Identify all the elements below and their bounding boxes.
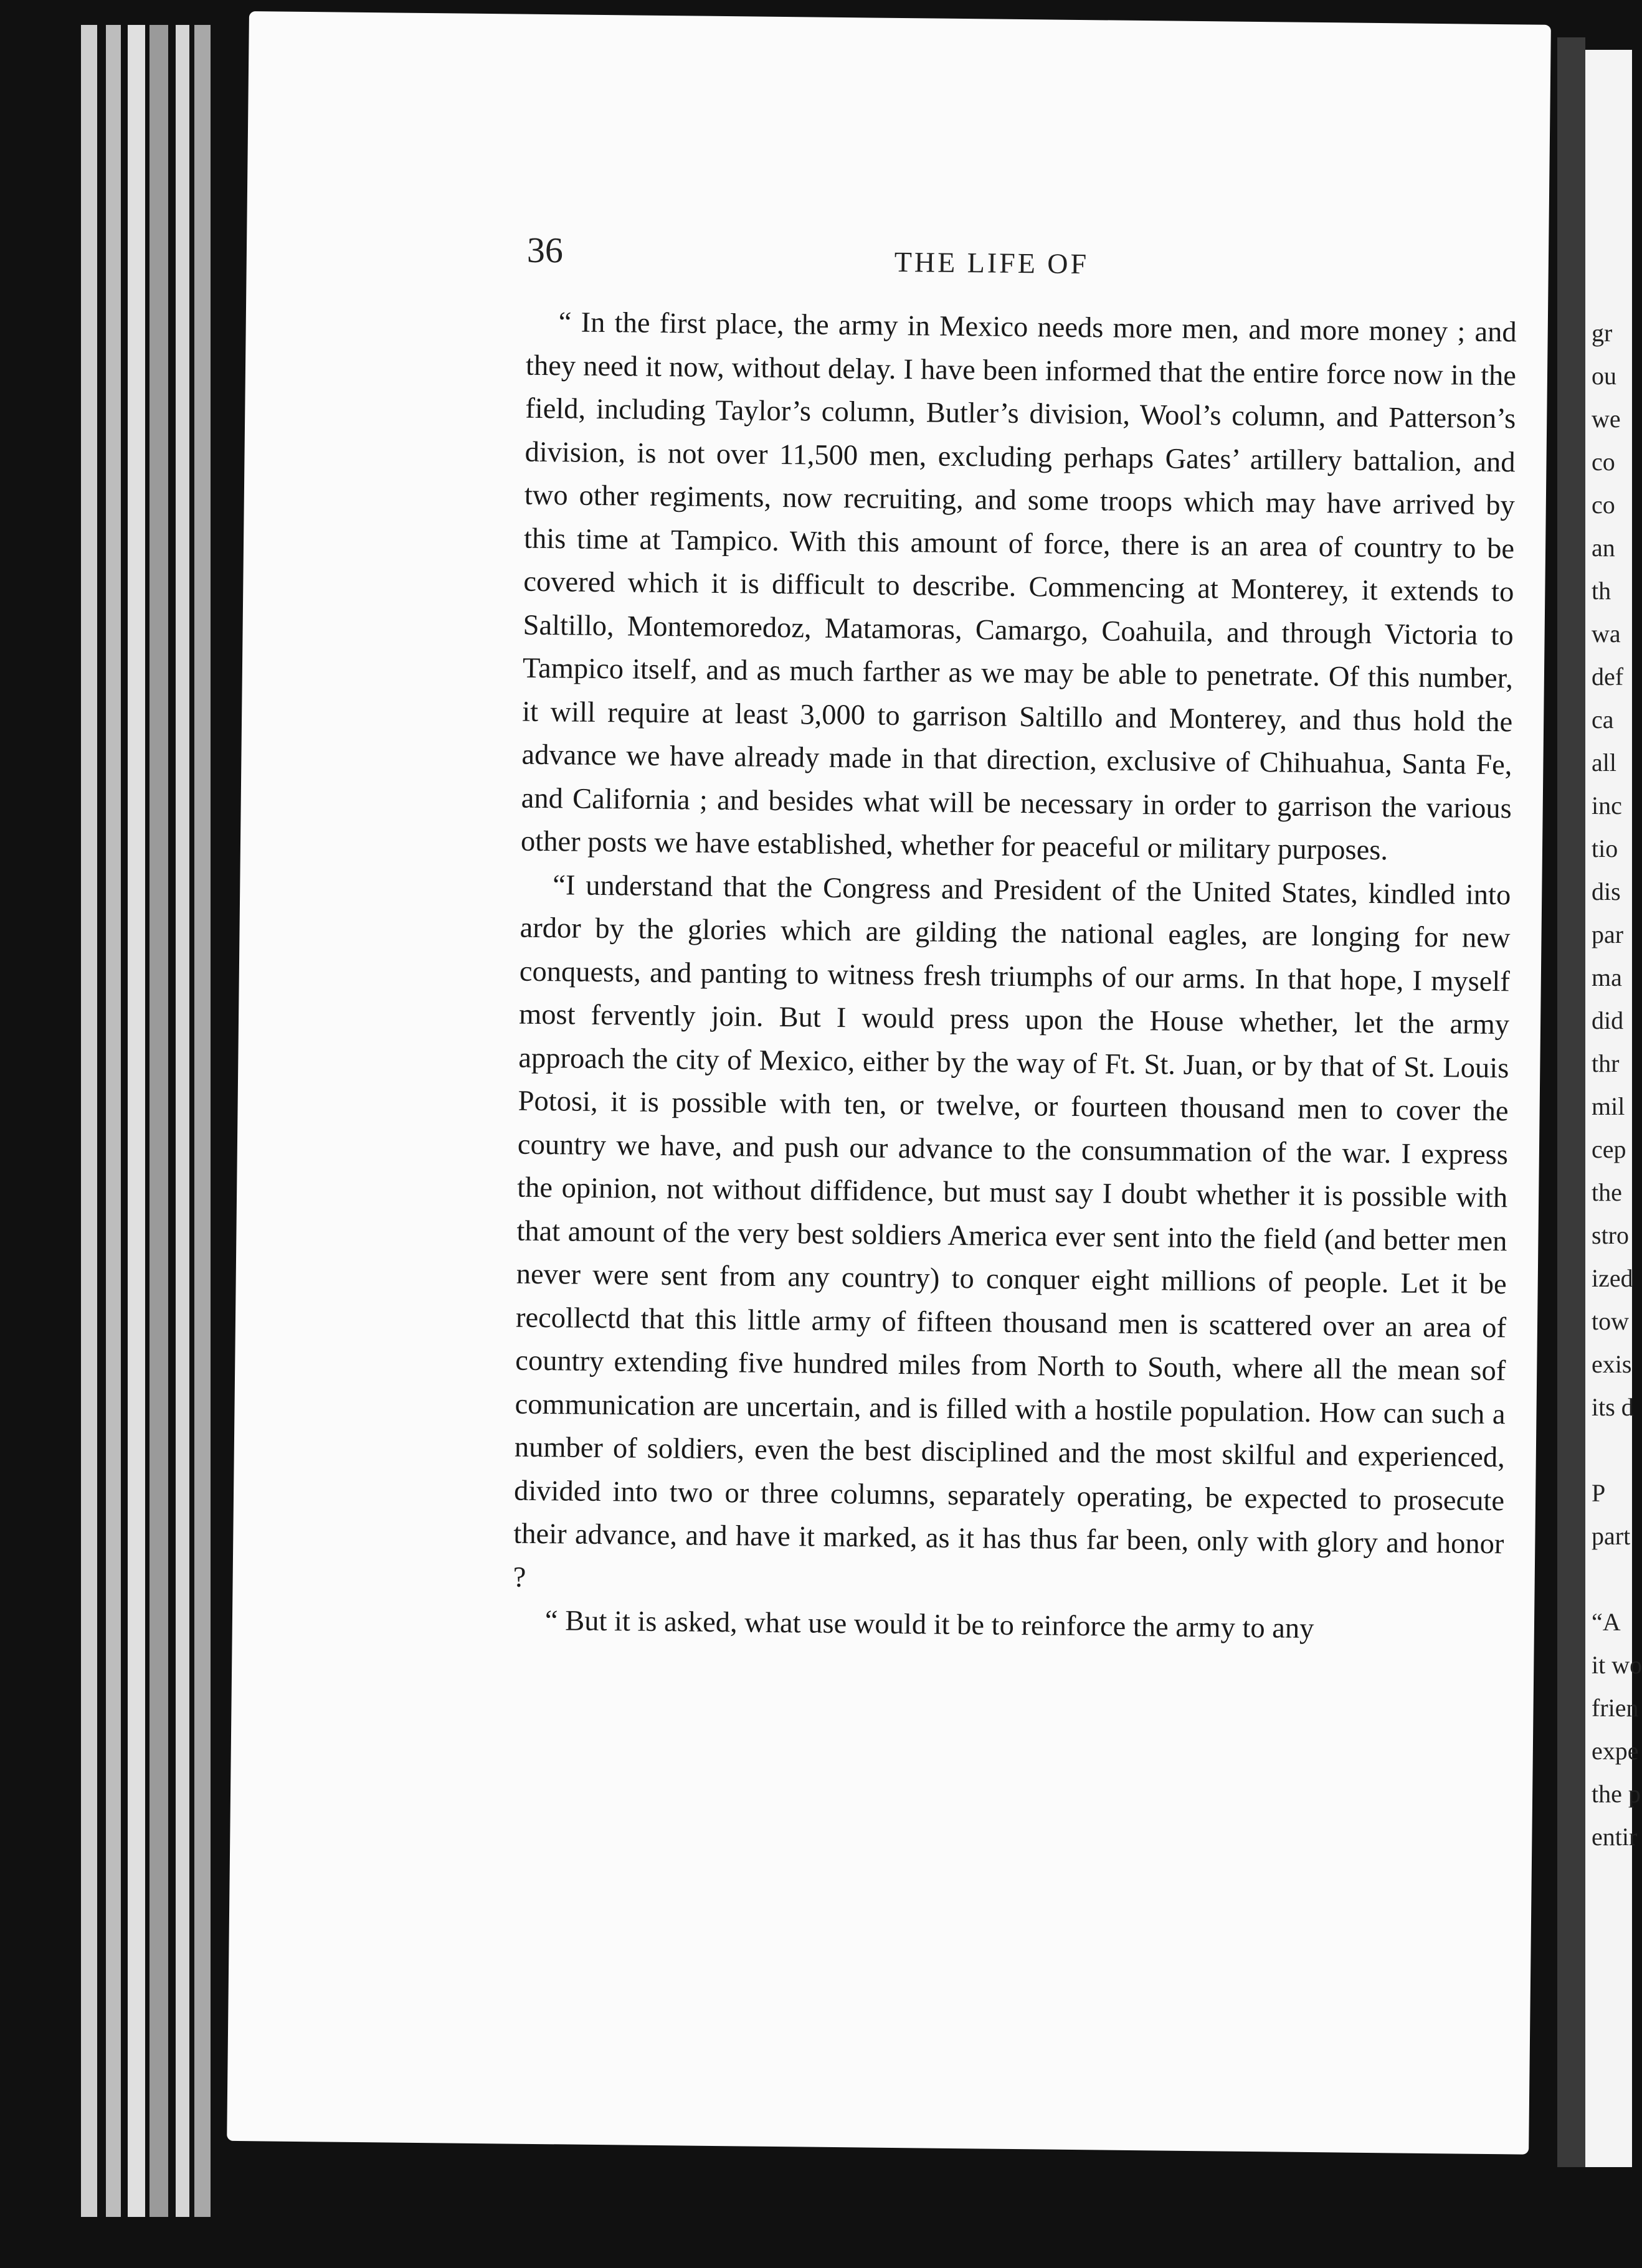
facing-text-fragment: we xyxy=(1592,405,1621,433)
facing-text-fragment: mil xyxy=(1592,1092,1625,1120)
facing-text-fragment: did xyxy=(1592,1006,1624,1034)
facing-text-fragment: wa xyxy=(1592,620,1621,648)
facing-text-fragment: an xyxy=(1592,534,1615,562)
facing-text-fragment: thr xyxy=(1592,1049,1620,1077)
book-edge xyxy=(149,25,168,2217)
facing-text-fragment: th xyxy=(1592,577,1611,605)
facing-text-fragment: par xyxy=(1592,920,1624,948)
facing-text-fragment: exis xyxy=(1592,1350,1632,1378)
paragraph: “ In the first place, the army in Mexico needs more men, and more money ; and they need it now, without delay. I have been informed that the entire force now in the field, including Taylor’s column, Butler’s division, Wool’s column, and Patterson’s division, is not over 11,500 men, excluding perhaps Gates’ artillery battalion, and two other regiments, now recruiting, and some troops which may have arrived by this time at Tampico. With this amount of force, there is an area of country to be covered which it is difficult to describe. Commencing at Monterey, it extends to Saltillo, Montemoredoz, Matamoras, Camargo, Coahuila, and through Victoria to Tampico itself, and as much farther as we may be able to penetrate. Of this number, it will require at least 3,000 to garrison Saltillo and Monterey, and thus hold the advance we have already made in that direction, exclusive of Chihuahua, Santa Fe, and California ; and besides what will be necessary in order to garrison the various other posts we have established, whether for peaceful or military purposes. xyxy=(520,306,1517,867)
running-head xyxy=(246,11,1551,311)
gutter-shadow xyxy=(1557,37,1585,2167)
facing-page-text xyxy=(1592,311,1642,1858)
facing-text-fragment: co xyxy=(1592,491,1615,519)
facing-text-fragment: gr xyxy=(1592,319,1613,347)
facing-text-fragment: tio xyxy=(1592,834,1618,862)
facing-text-fragment: dis xyxy=(1592,877,1621,905)
facing-text-fragment: “A xyxy=(1592,1608,1621,1636)
facing-text-fragment: entir xyxy=(1592,1823,1638,1851)
facing-text-fragment: ou xyxy=(1592,362,1616,390)
facing-text-fragment: cep xyxy=(1592,1135,1626,1163)
facing-text-fragment: P xyxy=(1592,1479,1606,1507)
facing-text-fragment: inc xyxy=(1592,791,1622,820)
facing-text-fragment xyxy=(1592,1557,1632,1600)
body-text xyxy=(513,301,1517,1653)
book-edge xyxy=(106,25,121,2217)
facing-text-fragment: tow xyxy=(1592,1307,1629,1335)
book-edge xyxy=(81,25,97,2217)
facing-text-fragment: the xyxy=(1592,1178,1622,1206)
book-edge xyxy=(194,25,211,2217)
book-edge xyxy=(128,25,145,2217)
facing-text-fragment: expe xyxy=(1592,1737,1639,1765)
facing-text-fragment xyxy=(1592,1429,1632,1472)
facing-text-fragment: the p xyxy=(1592,1780,1641,1808)
facing-text-fragment: ized xyxy=(1592,1264,1633,1292)
facing-text-fragment: co xyxy=(1592,448,1615,476)
paragraph: “ But it is asked, what use would it be to reinforce the army to any xyxy=(544,1605,1314,1645)
facing-text-fragment: it wo xyxy=(1592,1651,1642,1679)
facing-text-fragment: all xyxy=(1592,749,1616,777)
running-title: THE LIFE OF xyxy=(894,245,1089,280)
page-number: 36 xyxy=(526,229,564,271)
facing-text-fragment: part xyxy=(1592,1522,1631,1550)
book-edge xyxy=(176,25,189,2217)
paragraph: “I understand that the Congress and President of the United States, kindled into ardor by the glories which are gilding the national eagles, are longing for new conquests, and panting to witness fresh triumphs of our arms. In that hope, I myself most fervently join. But I would press upon the House whether, let the army approach the city of Mexico, either by the way of Ft. St. Juan, or by that of St. Louis Potosi, it is possible with ten, or twelve, or fourteen thousand men to cover the country we have, and push our advance to the consummation of the war. I express the opinion, not without diffidence, but must say I doubt whether it is possible with that amount of the very best soldiers America ever sent into the field (and better men never were sent from any country) to conquer eight millions of people. Let it be recollectd that this little army of fifteen thousand men is scattered over an area of country extending five hundred miles from North to South, where all the mean sof communication are uncertain, and is filled with a hostile population. How can such a number of soldiers, even the best disciplined and the most skilful and experienced, divided into two or three columns, separately operating, be expected to prosecute their advance, and have it marked, as it has thus far been, only with glory and honor ? xyxy=(513,869,1511,1594)
book-page xyxy=(227,11,1551,2155)
facing-text-fragment: ca xyxy=(1592,706,1614,734)
facing-text-fragment: its d xyxy=(1592,1393,1634,1421)
facing-text-fragment: frien xyxy=(1592,1694,1639,1722)
facing-text-fragment: def xyxy=(1592,663,1624,691)
facing-text-fragment: stro xyxy=(1592,1221,1629,1249)
facing-text-fragment: ma xyxy=(1592,963,1622,991)
